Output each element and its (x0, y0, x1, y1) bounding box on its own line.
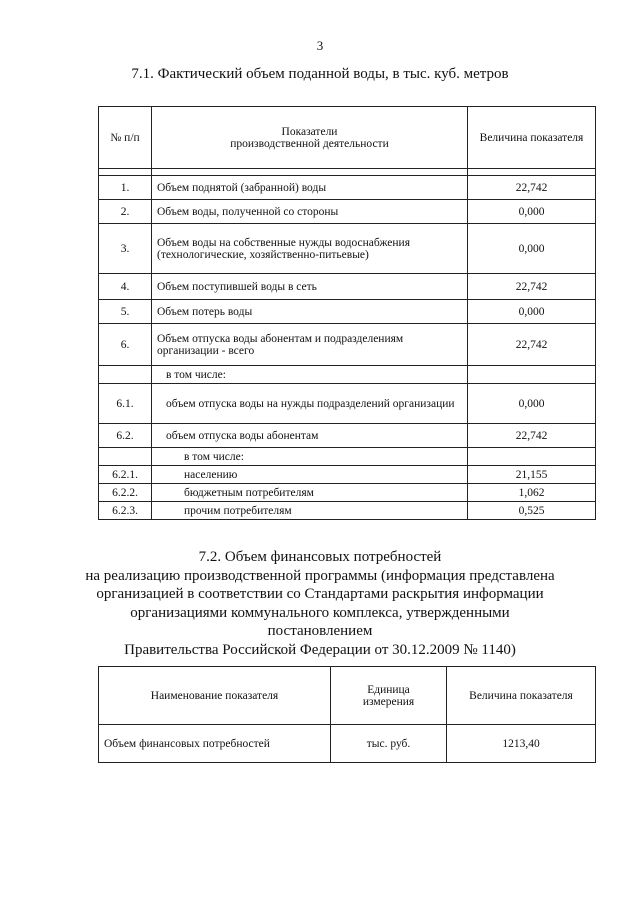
row-name: Объем воды на собственные нужды водоснабжения (технологические, хозяйственно-питьевые) (152, 224, 468, 274)
table-row (99, 366, 596, 384)
header-name-line1: Показатели (281, 125, 338, 138)
row-value: 22,742 (468, 324, 596, 366)
row-name: Объем потерь воды (152, 300, 468, 324)
table-row (99, 725, 596, 763)
table-row (99, 324, 596, 366)
row-num: 5. (99, 300, 152, 324)
row-num (99, 448, 152, 466)
row-num: 6.2. (99, 424, 152, 448)
row-value: 0,000 (468, 300, 596, 324)
header-num: № п/п (99, 107, 152, 169)
table-row (99, 274, 596, 300)
row-num: 3. (99, 224, 152, 274)
financial-needs-table (98, 666, 596, 763)
row-value: 22,742 (468, 274, 596, 300)
row-num: 6.2.3. (99, 502, 152, 520)
row-num: 2. (99, 200, 152, 224)
header-name (152, 107, 468, 169)
header-value: Величина показателя (468, 107, 596, 169)
row-num (99, 366, 152, 384)
table-row (99, 502, 596, 520)
section-2-title-line: 7.2. Объем финансовых потребностей (198, 549, 442, 565)
row-name: в том числе: (152, 366, 468, 384)
row-value: 1,062 (468, 484, 596, 502)
row-name: бюджетным потребителям (152, 484, 468, 502)
row-num: 4. (99, 274, 152, 300)
row-name: в том числе: (152, 448, 468, 466)
header-unit-line2: измерения (362, 695, 415, 708)
row-name: прочим потребителям (152, 502, 468, 520)
row-value: 22,742 (468, 424, 596, 448)
section-2-title-line: Правительства Российской Федерации от 30.12.2009 № 1140) (124, 641, 516, 658)
section-2-title (80, 548, 560, 659)
row-name: Объем поднятой (забранной) воды (152, 176, 468, 200)
table-row (99, 384, 596, 424)
page-number: 3 (316, 38, 324, 53)
row-value: 21,155 (468, 466, 596, 484)
table-row (99, 466, 596, 484)
row-value: 0,000 (468, 384, 596, 424)
row-name: Объем финансовых потребностей (99, 725, 331, 763)
table-header-row (99, 667, 596, 725)
table-row (99, 448, 596, 466)
row-num: 6.1. (99, 384, 152, 424)
row-value (468, 366, 596, 384)
table-row (99, 300, 596, 324)
section-2-title-line: на реализацию производственной программы (информация представлена (85, 567, 555, 584)
row-num: 1. (99, 176, 152, 200)
row-num: 6.2.2. (99, 484, 152, 502)
row-name: Объем отпуска воды абонентам и подразделениям организации - всего (152, 324, 468, 366)
section-1-title: 7.1. Фактический объем поданной воды, в тыс. куб. метров (131, 66, 509, 82)
header-value: Величина показателя (447, 667, 596, 725)
table-row (99, 424, 596, 448)
table-row (99, 176, 596, 200)
row-unit: тыс. руб. (331, 725, 447, 763)
section-2-title-line: организациями коммунального комплекса, утвержденными постановлением (130, 604, 510, 639)
row-name: Объем воды, полученной со стороны (152, 200, 468, 224)
row-value: 0,000 (468, 200, 596, 224)
header-name-line2: производственной деятельности (230, 137, 389, 150)
row-value: 1213,40 (447, 725, 596, 763)
table-header-row (99, 107, 596, 169)
header-unit-line1: Единица (367, 683, 410, 696)
row-name: Объем поступившей воды в сеть (152, 274, 468, 300)
row-name: объем отпуска воды на нужды подразделений организации (152, 384, 468, 424)
section-2-title-line: организацией в соответствии со Стандартами раскрытия информации (96, 586, 544, 602)
table-row (99, 200, 596, 224)
row-name: объем отпуска воды абонентам (152, 424, 468, 448)
table-row (99, 224, 596, 274)
row-num: 6.2.1. (99, 466, 152, 484)
row-value: 22,742 (468, 176, 596, 200)
row-num: 6. (99, 324, 152, 366)
spacer-row (99, 169, 596, 176)
water-volume-table (98, 106, 596, 520)
header-name: Наименование показателя (99, 667, 331, 725)
row-value (468, 448, 596, 466)
row-value: 0,000 (468, 224, 596, 274)
header-unit (331, 667, 447, 725)
row-name: населению (152, 466, 468, 484)
table-row (99, 484, 596, 502)
row-value: 0,525 (468, 502, 596, 520)
